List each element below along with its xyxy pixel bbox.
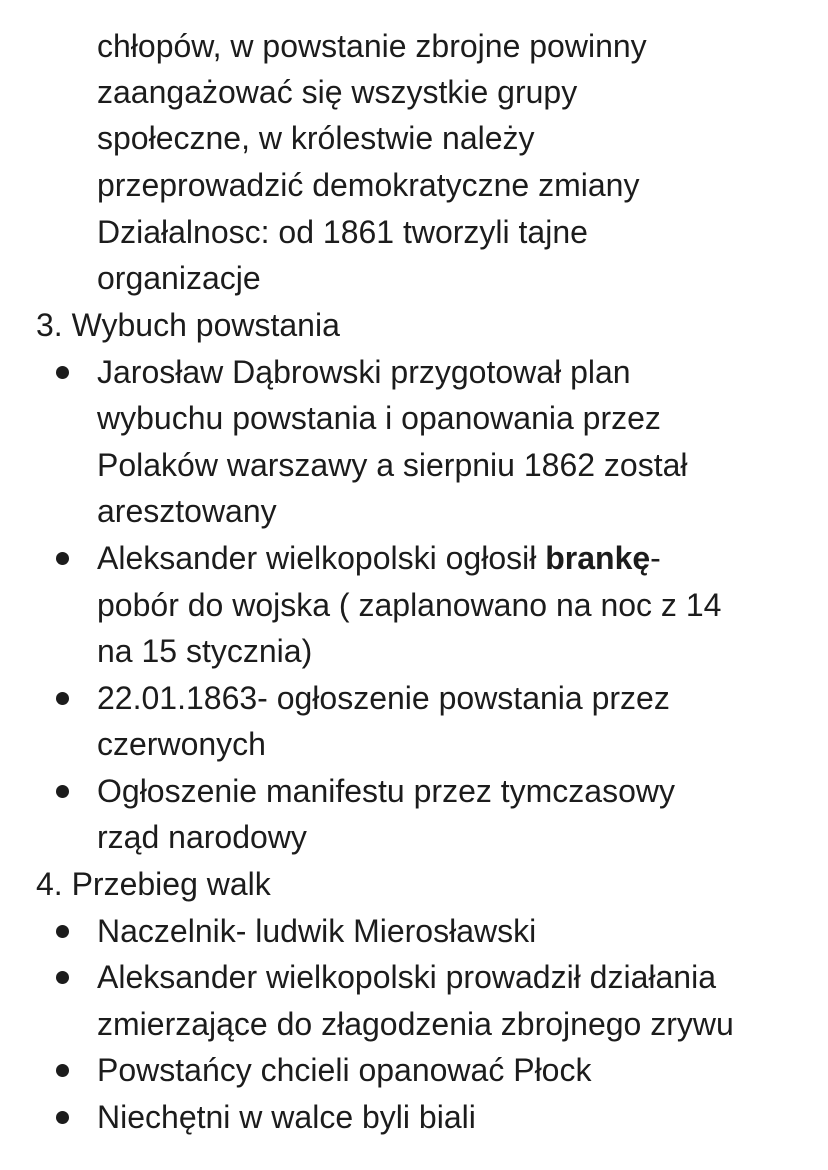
list-item-line: Aleksander wielkopolski prowadził działania — [97, 959, 716, 995]
list-item-line — [97, 538, 661, 578]
section-heading: 4. Przebieg walk — [36, 866, 271, 902]
list-item-line: rząd narodowy — [97, 819, 307, 855]
list-item-text: Aleksander wielkopolski ogłosił — [97, 540, 546, 576]
list-item-line: aresztowany — [97, 493, 277, 529]
list-item-text: - — [650, 540, 661, 576]
intro-line: Działalnosc: od 1861 tworzyli tajne — [97, 214, 588, 250]
bold-term: brankę — [545, 540, 651, 576]
intro-line: zaangażować się wszystkie grupy — [97, 74, 578, 110]
bullet-icon — [56, 925, 69, 938]
list-item-line: czerwonych — [97, 726, 266, 762]
list-item-line: Naczelnik- ludwik Mierosławski — [97, 913, 537, 949]
intro-line: chłopów, w powstanie zbrojne powinny — [97, 28, 647, 64]
bullet-icon — [56, 785, 69, 798]
bullet-icon — [56, 366, 69, 379]
intro-line: przeprowadzić demokratyczne zmiany — [97, 167, 640, 203]
list-item-line: Ogłoszenie manifestu przez tymczasowy — [97, 773, 675, 809]
bullet-icon — [56, 1111, 69, 1124]
bullet-icon — [56, 552, 69, 565]
section-heading: 3. Wybuch powstania — [36, 307, 340, 343]
list-item-line: pobór do wojska ( zaplanowano na noc z 14 — [97, 587, 722, 623]
bullet-icon — [56, 692, 69, 705]
bullet-icon — [56, 1064, 69, 1077]
intro-line: społeczne, w królestwie należy — [97, 120, 535, 156]
intro-line: organizacje — [97, 260, 261, 296]
list-item-line: Powstańcy chcieli opanować Płock — [97, 1052, 592, 1088]
bullet-icon — [56, 971, 69, 984]
list-item-line: zmierzające do złagodzenia zbrojnego zrywu — [97, 1006, 734, 1042]
list-item-line: Polaków warszawy a sierpniu 1862 został — [97, 447, 688, 483]
list-item-line: 22.01.1863- ogłoszenie powstania przez — [97, 680, 670, 716]
list-item-line: Niechętni w walce byli biali — [97, 1099, 476, 1135]
list-item-line: Jarosław Dąbrowski przygotował plan — [97, 354, 631, 390]
list-item-line: wybuchu powstania i opanowania przez — [97, 400, 661, 436]
list-item-line: na 15 stycznia) — [97, 633, 313, 669]
